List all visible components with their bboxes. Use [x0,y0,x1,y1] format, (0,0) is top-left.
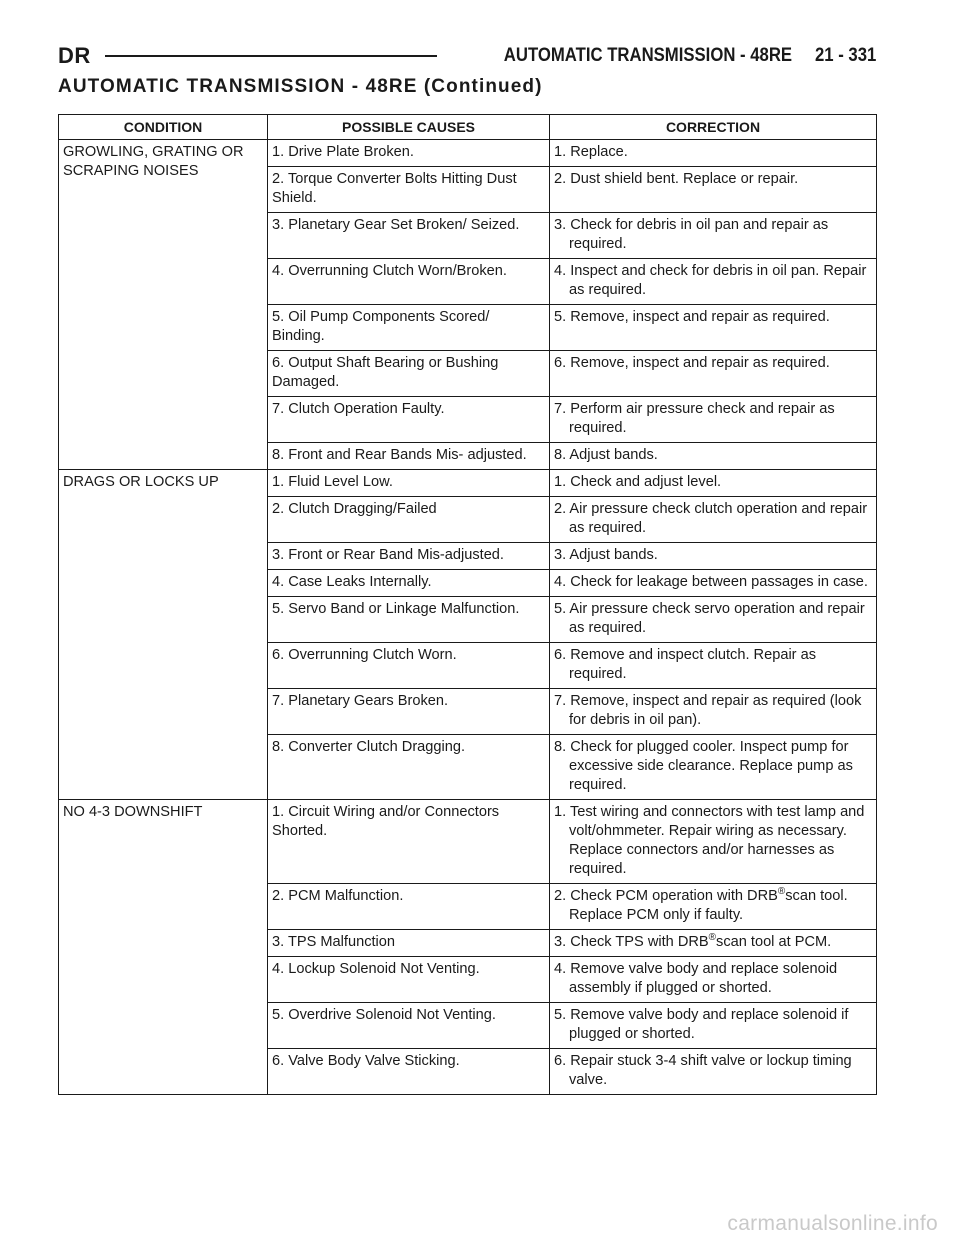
correction-cell: 5. Air pressure check servo operation and repair as required. [550,597,877,643]
correction-cell: 3. Adjust bands. [550,543,877,570]
correction-cell [550,884,877,930]
condition-cell: NO 4-3 DOWNSHIFT [59,800,268,1095]
watermark-text: carmanualsonline.info [727,1212,938,1235]
correction-cell: 2. Dust shield bent. Replace or repair. [550,167,877,213]
cause-cell: 4. Case Leaks Internally. [268,570,550,597]
cause-cell: 6. Overrunning Clutch Worn. [268,643,550,689]
header-right [503,45,876,67]
correction-cell: 4. Remove valve body and replace solenoid assembly if plugged or shorted. [550,957,877,1003]
cause-cell: 7. Planetary Gears Broken. [268,689,550,735]
header-rule [105,55,437,57]
cause-cell: 7. Clutch Operation Faulty. [268,397,550,443]
cause-cell: 5. Overdrive Solenoid Not Venting. [268,1003,550,1049]
page-header [58,36,876,76]
correction-cell: 4. Check for leakage between passages in case. [550,570,877,597]
cause-cell: 3. Front or Rear Band Mis-adjusted. [268,543,550,570]
cause-cell: 4. Overrunning Clutch Worn/Broken. [268,259,550,305]
correction-cell [550,930,877,957]
correction-text-b: scan tool at PCM. [716,934,832,950]
cause-cell: 3. TPS Malfunction [268,930,550,957]
correction-text-b: scan tool. Replace PCM only if faulty. [569,888,848,923]
column-header-condition: CONDITION [59,115,268,140]
correction-text-a: 3. Check TPS with DRB [554,934,709,950]
correction-cell: 4. Inspect and check for debris in oil pan. Repair as required. [550,259,877,305]
correction-cell: 1. Replace. [550,140,877,167]
section-title: AUTOMATIC TRANSMISSION - 48RE (Continued) [58,76,543,97]
diagnosis-table [58,114,877,1095]
cause-cell: 6. Valve Body Valve Sticking. [268,1049,550,1095]
manual-code: DR [58,43,91,68]
page-number: 21 - 331 [814,45,876,66]
cause-cell: 5. Servo Band or Linkage Malfunction. [268,597,550,643]
header-title: AUTOMATIC TRANSMISSION - 48RE [503,45,792,66]
cause-cell: 8. Front and Rear Bands Mis- adjusted. [268,443,550,470]
registered-mark: ® [708,932,717,944]
table-row [59,470,877,497]
correction-cell: 8. Adjust bands. [550,443,877,470]
cause-cell: 1. Fluid Level Low. [268,470,550,497]
condition-cell: DRAGS OR LOCKS UP [59,470,268,800]
condition-cell: GROWLING, GRATING OR SCRAPING NOISES [59,140,268,470]
correction-cell: 6. Repair stuck 3-4 shift valve or lockup timing valve. [550,1049,877,1095]
column-header-causes: POSSIBLE CAUSES [268,115,550,140]
correction-cell: 5. Remove valve body and replace solenoid if plugged or shorted. [550,1003,877,1049]
column-header-correction: CORRECTION [550,115,877,140]
table-header-row [59,115,877,140]
cause-cell: 5. Oil Pump Components Scored/ Binding. [268,305,550,351]
correction-cell: 1. Check and adjust level. [550,470,877,497]
cause-cell: 8. Converter Clutch Dragging. [268,735,550,800]
correction-text-a: 2. Check PCM operation with DRB [554,888,778,904]
correction-cell: 1. Test wiring and connectors with test lamp and volt/ohmmeter. Repair wiring as necessary. Replace connectors and/or harnesses as required. [550,800,877,884]
cause-cell: 4. Lockup Solenoid Not Venting. [268,957,550,1003]
cause-cell: 1. Circuit Wiring and/or Connectors Shorted. [268,800,550,884]
correction-cell: 2. Air pressure check clutch operation and repair as required. [550,497,877,543]
correction-cell: 7. Remove, inspect and repair as required (look for debris in oil pan). [550,689,877,735]
correction-cell: 5. Remove, inspect and repair as required. [550,305,877,351]
correction-cell: 6. Remove, inspect and repair as required. [550,351,877,397]
registered-mark: ® [777,886,786,898]
cause-cell: 2. Torque Converter Bolts Hitting Dust Shield. [268,167,550,213]
correction-cell: 3. Check for debris in oil pan and repair as required. [550,213,877,259]
table-row [59,140,877,167]
correction-cell: 7. Perform air pressure check and repair as required. [550,397,877,443]
correction-cell: 6. Remove and inspect clutch. Repair as required. [550,643,877,689]
table-row [59,800,877,884]
correction-cell: 8. Check for plugged cooler. Inspect pump for excessive side clearance. Replace pump as required. [550,735,877,800]
cause-cell: 2. Clutch Dragging/Failed [268,497,550,543]
cause-cell: 1. Drive Plate Broken. [268,140,550,167]
cause-cell: 6. Output Shaft Bearing or Bushing Damaged. [268,351,550,397]
cause-cell: 2. PCM Malfunction. [268,884,550,930]
cause-cell: 3. Planetary Gear Set Broken/ Seized. [268,213,550,259]
